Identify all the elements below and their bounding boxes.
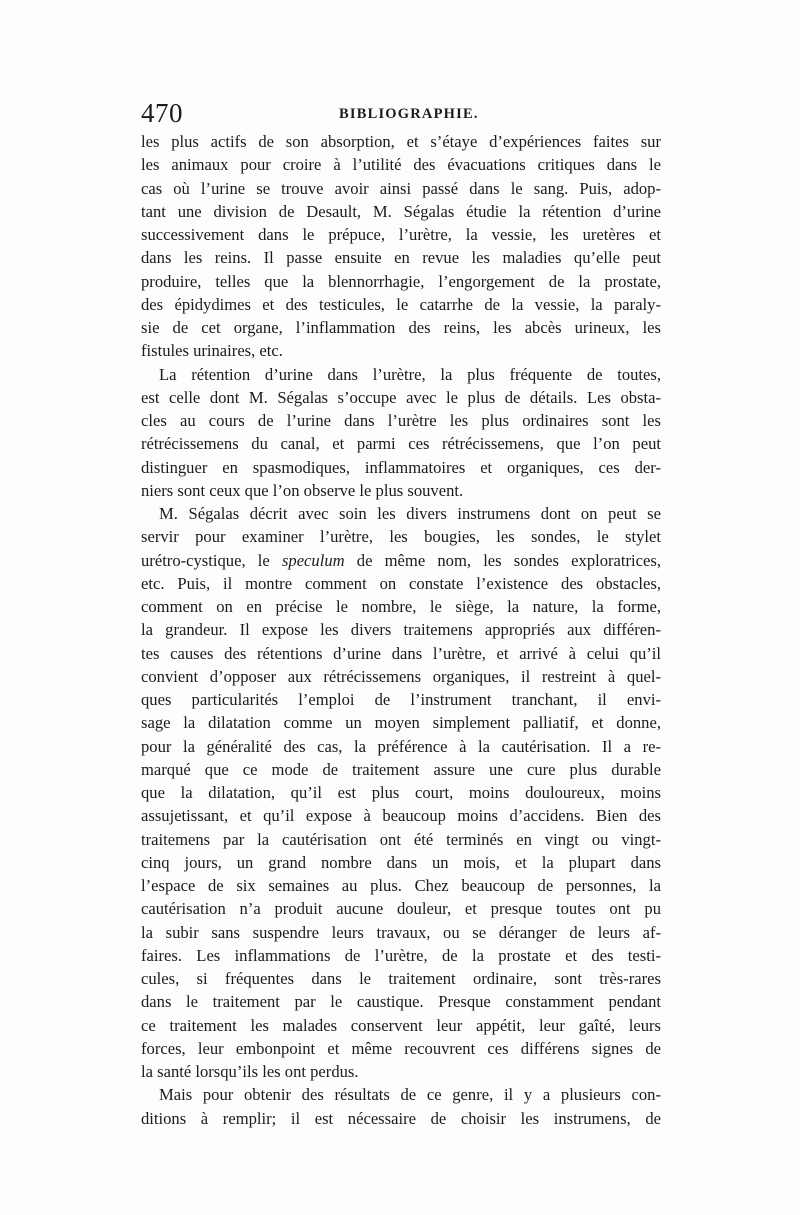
text-line: tes causes des rétentions d’urine dans l’urètre, et arrivé à celui qu’il bbox=[141, 643, 661, 663]
text-line: assujetissant, et qu’il expose à beaucoup moins d’accidens. Bien des bbox=[141, 806, 661, 826]
text-line: distinguer en spasmodiques, inflammatoires et organiques, ces der- bbox=[141, 457, 661, 477]
text-line: M. Ségalas décrit avec soin les divers instrumens dont on peut se bbox=[159, 504, 661, 523]
text-line: ce traitement les malades conservent leur appétit, leur gaîté, leurs bbox=[141, 1015, 661, 1035]
text-line: dans les reins. Il passe ensuite en revue les maladies qu’elle peut bbox=[141, 248, 661, 268]
text-line: niers sont ceux que l’on observe le plus souvent. bbox=[141, 480, 464, 500]
text-line: successivement dans le prépuce, l’urètre, la vessie, les uretères et bbox=[141, 225, 661, 244]
text-line: la subir sans suspendre leurs travaux, ou se déranger de leurs af- bbox=[141, 922, 661, 942]
text-line: fistules urinaires, etc. bbox=[141, 341, 283, 361]
text-line: cules, si fréquentes dans le traitement ordinaire, sont très-rares bbox=[141, 969, 661, 988]
text-line: que la dilatation, qu’il est plus court, moins douloureux, moins bbox=[141, 783, 661, 802]
text-line: la santé lorsqu’ils les ont perdus. bbox=[141, 1062, 359, 1081]
paragraph bbox=[141, 1083, 661, 1130]
text-line: sage la dilatation comme un moyen simplement palliatif, et donne, bbox=[141, 713, 661, 733]
text-line: sie de cet organe, l’inflammation des reins, les abcès urineux, les bbox=[141, 318, 661, 337]
text-line: La rétention d’urine dans l’urètre, la plus fréquente de toutes, bbox=[159, 364, 661, 384]
text-line: forces, leur embonpoint et même recouvrent ces différens signes de bbox=[141, 1038, 661, 1058]
text-line: pour la généralité des cas, la préférence à la cautérisation. Il a re- bbox=[141, 736, 661, 756]
text-line: ditions à remplir; il est nécessaire de choisir les instrumens, de bbox=[141, 1108, 661, 1128]
text-line: des épidydimes et des testicules, le catarrhe de la vessie, la paraly- bbox=[141, 294, 661, 314]
paragraph bbox=[141, 502, 661, 1083]
text-line: servir pour examiner l’urètre, les bougies, les sondes, le stylet bbox=[141, 527, 661, 547]
text-line: cles au cours de l’urine dans l’urètre les plus ordinaires sont les bbox=[141, 411, 661, 430]
text-line: les plus actifs de son absorption, et s’étaye d’expériences faites sur bbox=[141, 132, 661, 151]
text-line: est celle dont M. Ségalas s’occupe avec le plus de détails. Les obsta- bbox=[141, 387, 661, 407]
text-line: etc. Puis, il montre comment on constate l’existence des obstacles, bbox=[141, 573, 661, 593]
text-line: convient d’opposer aux rétrécissemens organiques, il restreint à quel- bbox=[141, 666, 661, 686]
text-line: la grandeur. Il expose les divers traitemens appropriés aux différen- bbox=[141, 620, 661, 640]
text-line: cas où l’urine se trouve avoir ainsi passé dans le sang. Puis, adop- bbox=[141, 178, 661, 198]
running-head bbox=[141, 98, 661, 128]
text-line: ques particularités l’emploi de l’instrument tranchant, il envi- bbox=[141, 690, 661, 709]
body-text bbox=[141, 130, 661, 1130]
text-line: rétrécissemens du canal, et parmi ces rétrécissemens, que l’on peut bbox=[141, 434, 661, 454]
text-line: urétro-cystique, le speculum de même nom, les sondes exploratrices, bbox=[141, 550, 661, 570]
text-line: produire, telles que la blennorrhagie, l’engorgement de la prostate, bbox=[141, 271, 661, 291]
text-line: dans le traitement par le caustique. Presque constamment pendant bbox=[141, 992, 661, 1012]
page-number: 470 bbox=[141, 98, 183, 128]
paragraph bbox=[141, 363, 661, 503]
text-line: l’espace de six semaines au plus. Chez beaucoup de personnes, la bbox=[141, 876, 661, 895]
text-line: comment on en précise le nombre, le siège, la nature, la forme, bbox=[141, 597, 661, 616]
text-line: cinq jours, un grand nombre dans un mois, et la plupart dans bbox=[141, 852, 661, 872]
text-line: tant une division de Desault, M. Ségalas étudie la rétention d’urine bbox=[141, 201, 661, 221]
text-line: faires. Les inflammations de l’urètre, de la prostate et des testi- bbox=[141, 945, 661, 965]
italic-term: speculum bbox=[281, 550, 345, 570]
text-line: les animaux pour croire à l’utilité des évacuations critiques dans le bbox=[141, 155, 661, 175]
text-line: marqué que ce mode de traitement assure une cure plus durable bbox=[141, 759, 661, 779]
text-line: traitemens par la cautérisation ont été terminés en vingt ou vingt- bbox=[141, 829, 661, 849]
text-line: Mais pour obtenir des résultats de ce genre, il y a plusieurs con- bbox=[159, 1085, 661, 1105]
paragraph bbox=[141, 130, 661, 363]
text-line: cautérisation n’a produit aucune douleur, et presque toutes ont pu bbox=[141, 899, 661, 919]
running-title: BIBLIOGRAPHIE. bbox=[339, 106, 479, 122]
